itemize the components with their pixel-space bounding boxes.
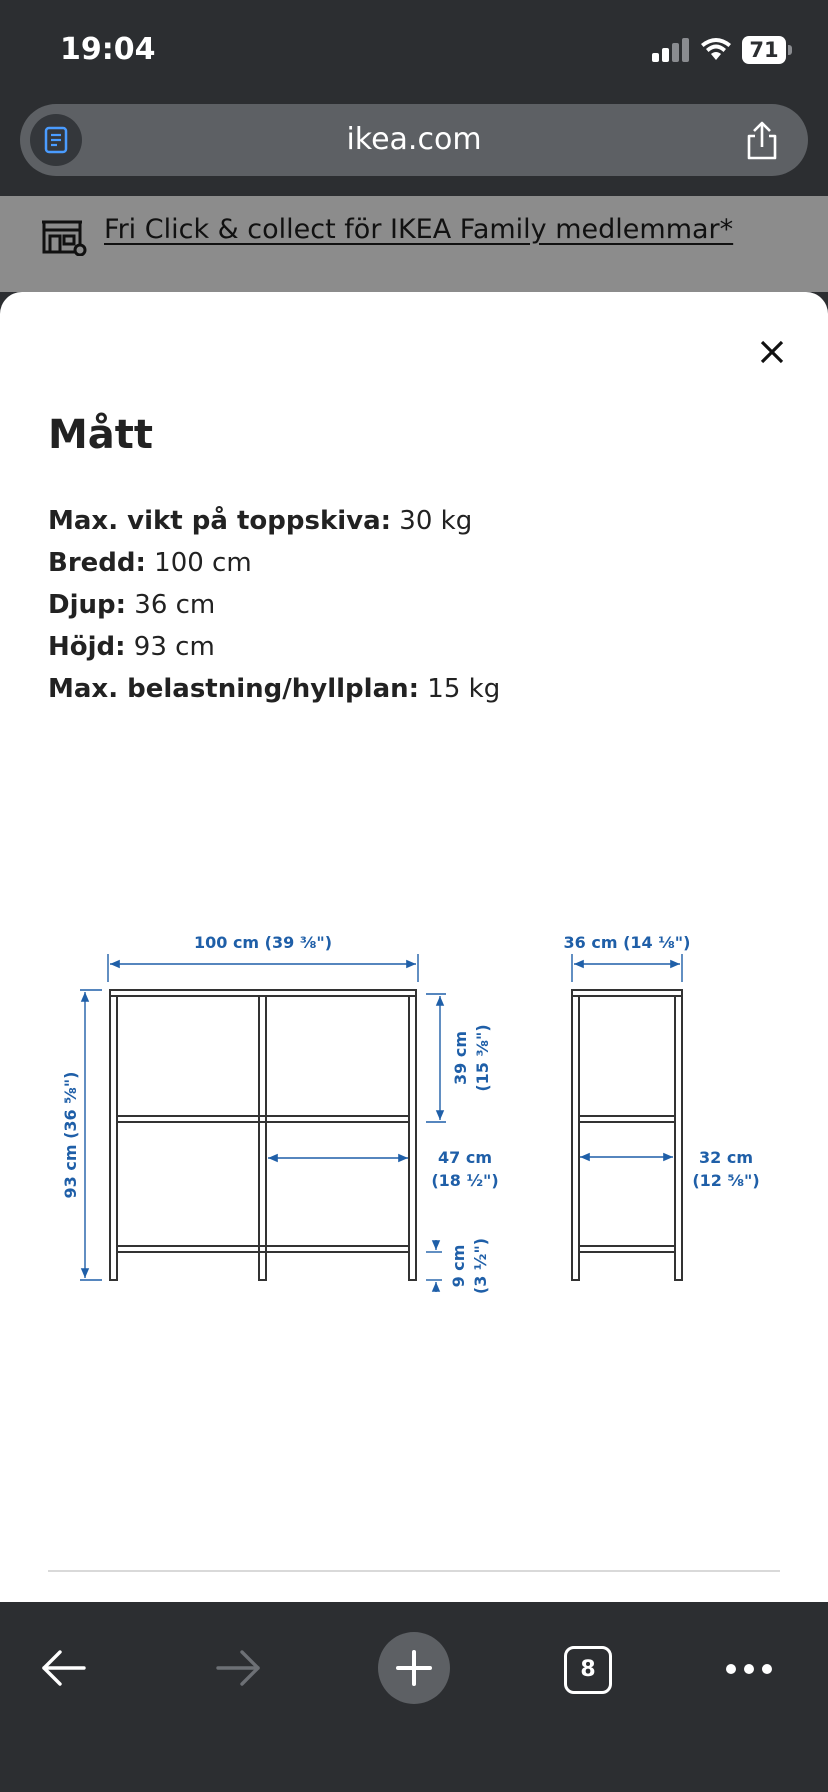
battery-level: 71 bbox=[742, 36, 786, 64]
url-text[interactable]: ikea.com bbox=[346, 122, 482, 157]
label-leg-height-cm: 9 cm bbox=[449, 1244, 468, 1288]
label-width: 100 cm (39 ⅜") bbox=[193, 933, 333, 952]
label-inner-depth-in: (12 ⅝") bbox=[692, 1171, 760, 1190]
back-arrow-icon[interactable] bbox=[38, 1646, 88, 1690]
sheet-title: Mått bbox=[48, 412, 154, 458]
spec-row-max-top-load: Max. vikt på toppskiva: 30 kg bbox=[48, 506, 473, 536]
label-top-compartment-in: (15 ⅜") bbox=[473, 1024, 492, 1092]
status-bar bbox=[0, 0, 828, 100]
spec-row-depth: Djup: 36 cm bbox=[48, 590, 216, 620]
spec-list bbox=[48, 500, 500, 710]
label-height: 93 cm (36 ⅝") bbox=[61, 1071, 80, 1199]
label-leg-height-in: (3 ½") bbox=[471, 1237, 490, 1295]
share-icon[interactable] bbox=[742, 120, 782, 162]
spec-row-height: Höjd: 93 cm bbox=[48, 632, 215, 662]
divider bbox=[48, 1570, 780, 1572]
spec-row-max-shelf-load: Max. belastning/hyllplan: 15 kg bbox=[48, 674, 501, 704]
new-tab-button[interactable] bbox=[378, 1632, 450, 1704]
label-top-compartment-cm: 39 cm bbox=[451, 1031, 470, 1085]
dimension-diagram bbox=[40, 912, 800, 1352]
address-bar[interactable] bbox=[20, 104, 808, 176]
tabs-button[interactable]: 8 bbox=[564, 1646, 612, 1694]
more-icon[interactable] bbox=[724, 1662, 774, 1676]
label-inner-depth-cm: 32 cm bbox=[699, 1148, 753, 1167]
label-inner-width-cm: 47 cm bbox=[438, 1148, 492, 1167]
label-depth: 36 cm (14 ⅛") bbox=[563, 933, 691, 952]
spec-row-width: Bredd: 100 cm bbox=[48, 548, 252, 578]
status-time: 19:04 bbox=[60, 32, 156, 67]
plus-icon bbox=[378, 1632, 450, 1704]
battery-icon bbox=[742, 36, 792, 64]
dimensions-sheet bbox=[0, 292, 828, 1602]
store-icon bbox=[40, 216, 88, 256]
wifi-icon bbox=[700, 36, 732, 62]
forward-arrow-icon[interactable] bbox=[214, 1646, 264, 1690]
promo-link[interactable]: Fri Click & collect för IKEA Family medlemmar* bbox=[104, 214, 734, 245]
close-icon[interactable] bbox=[752, 332, 792, 372]
browser-toolbar bbox=[0, 1602, 828, 1792]
label-inner-width-in: (18 ½") bbox=[431, 1171, 499, 1190]
signal-icon bbox=[652, 38, 690, 62]
promo-banner[interactable] bbox=[0, 196, 828, 292]
